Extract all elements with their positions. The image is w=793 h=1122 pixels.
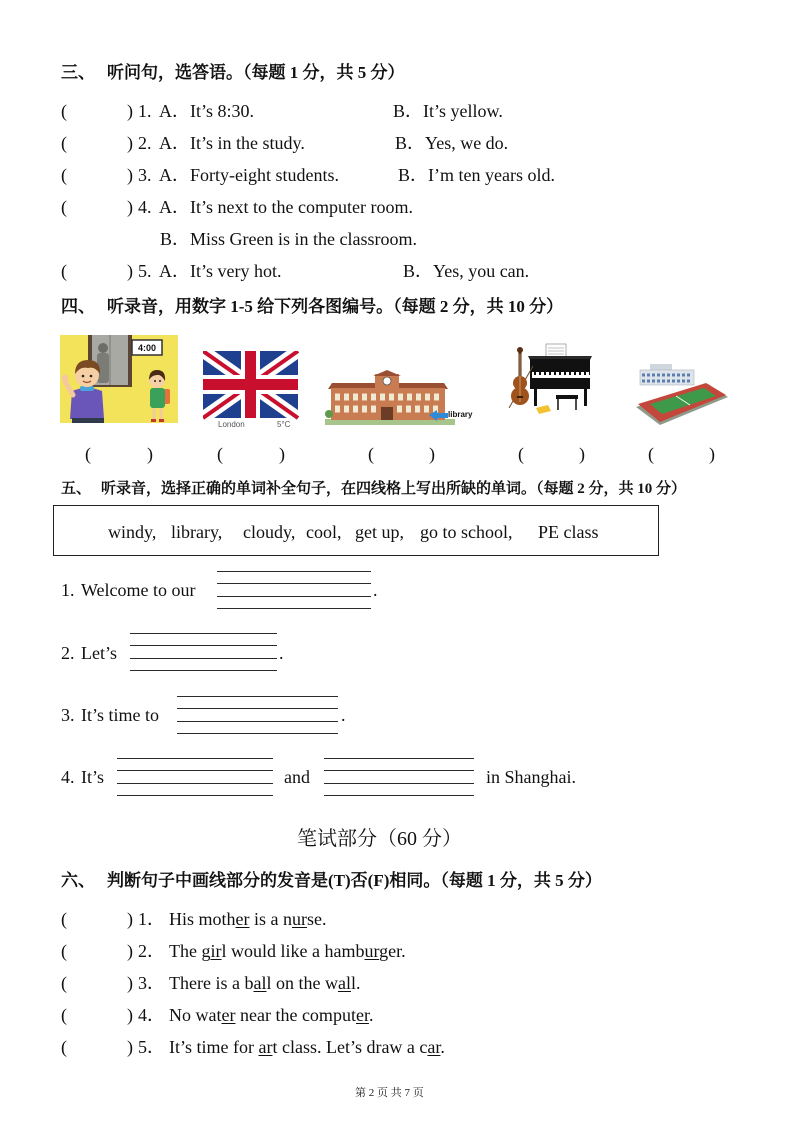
section-instruction: 听录音，选择正确的单词补全句子，在四线格上写出所缺的单词。（每题 2 分，共 10 分） <box>101 481 687 497</box>
answer-bracket-open: ( <box>61 941 67 961</box>
page-indicator: 第 2 页 共 7 页 <box>355 1087 424 1099</box>
pronunciation-question <box>0 1036 793 1058</box>
question-row <box>0 100 793 122</box>
underlined-letters: er <box>221 1005 236 1025</box>
answer-bracket-close: ) <box>709 444 715 464</box>
sentence-text: is a n <box>249 909 292 929</box>
tree <box>325 410 333 418</box>
option-a: A．It’s next to the computer room. <box>159 197 413 217</box>
written-part-title-row <box>0 826 793 852</box>
underlined-letters: ar <box>258 1037 273 1057</box>
question-row <box>0 196 793 218</box>
page-title: 笔试部分（60 分） <box>297 828 462 850</box>
sentence-text: . <box>373 580 378 600</box>
question-number: 3． <box>138 973 165 993</box>
word-bank-word: library, <box>171 522 223 542</box>
answer-bracket-close: ) <box>127 197 133 217</box>
underlined-letters: er <box>355 1005 369 1025</box>
answer-bracket-open: ( <box>61 101 67 121</box>
sentence <box>169 972 360 994</box>
answer-bracket-open: ( <box>85 444 91 464</box>
underlined-letters: er <box>235 909 250 929</box>
sentence-text: and <box>284 767 310 787</box>
school-building <box>328 370 448 420</box>
sentence-text: The g <box>169 941 211 961</box>
sentence-text: His moth <box>169 909 236 929</box>
option-a: A．It’s very hot. <box>159 261 282 281</box>
sentence-text: . <box>440 1037 445 1057</box>
picture-time-scene <box>60 335 178 423</box>
underlined-letters: ur <box>364 941 380 961</box>
sheet-music <box>546 344 566 358</box>
sentence-text: l would like a hamb <box>221 941 365 961</box>
school-building <box>640 364 694 385</box>
answer-bracket-close: ) <box>127 909 133 929</box>
sentence-text: . <box>341 705 346 725</box>
pronunciation-question <box>0 940 793 962</box>
picture-music-room <box>506 338 594 418</box>
option-b: B．Yes, you can. <box>403 261 530 281</box>
option-a: A．Forty-eight students. <box>159 165 339 185</box>
section-3-heading <box>0 62 793 84</box>
answer-bracket-open: ( <box>61 909 67 929</box>
sentence-text: se. <box>307 909 327 929</box>
question-row <box>0 164 793 186</box>
answer-bracket-close: ) <box>127 101 133 121</box>
underlined-letters: ar <box>427 1037 441 1057</box>
picture-playground <box>636 360 728 426</box>
sentence <box>169 908 327 930</box>
underlined-letters: al <box>337 973 351 993</box>
sentence-text: near the comput <box>235 1005 356 1025</box>
sentence <box>169 1036 445 1058</box>
answer-bracket-open: ( <box>61 133 67 153</box>
answer-bracket-close: ) <box>147 444 153 464</box>
sentence-text: . <box>279 643 284 663</box>
wall-clock <box>132 340 162 355</box>
underlined-letters: ir <box>210 941 222 961</box>
picture-school-library <box>325 370 475 426</box>
question-number: 3. <box>61 705 75 725</box>
underlined-letters: al <box>253 973 267 993</box>
four-line-writing-grid <box>177 696 338 734</box>
paper-on-floor <box>536 405 551 414</box>
option-b: B．It’s yellow. <box>393 101 503 121</box>
sentence-text: It’s time to <box>81 705 159 725</box>
sentence-text: l. <box>350 973 361 993</box>
sentence-text: No wat <box>169 1005 222 1025</box>
word-bank-word: PE class <box>538 522 599 542</box>
section-number: 四、 <box>61 297 95 316</box>
option-b: B．Miss Green is in the classroom. <box>160 229 417 249</box>
answer-bracket-close: ) <box>127 1037 133 1057</box>
question-number: 4. <box>138 197 152 217</box>
question-number: 4． <box>138 1005 165 1025</box>
answer-bracket-open: ( <box>648 444 654 464</box>
pronunciation-question <box>0 972 793 994</box>
answer-bracket-close: ) <box>127 261 133 281</box>
word-bank-word: windy, <box>108 522 157 542</box>
answer-bracket-close: ) <box>127 1005 133 1025</box>
underlined-letters: ur <box>292 909 307 929</box>
answer-bracket-open: ( <box>61 261 67 281</box>
piano-bench <box>556 395 578 410</box>
sentence-text: It’s <box>81 767 105 787</box>
section-4-heading <box>0 296 793 318</box>
question-number: 2. <box>138 133 152 153</box>
answer-bracket-close: ) <box>127 941 133 961</box>
clock-time: 4:00 <box>137 343 157 353</box>
question-number: 1. <box>138 101 152 121</box>
four-line-writing-grid <box>117 758 273 796</box>
question-number: 4. <box>61 767 75 787</box>
answer-bracket-close: ) <box>279 444 285 464</box>
arrow-label: library <box>448 410 473 419</box>
section-number: 三、 <box>61 63 95 82</box>
sentence <box>169 1004 373 1026</box>
answer-bracket-close: ) <box>127 973 133 993</box>
pronunciation-question <box>0 908 793 930</box>
answer-bracket-open: ( <box>61 973 67 993</box>
sentence-text: ger. <box>379 941 406 961</box>
answer-bracket-open: ( <box>217 444 223 464</box>
four-line-writing-grid <box>324 758 474 796</box>
section-6-heading <box>0 870 793 892</box>
question-number: 1． <box>138 909 165 929</box>
option-b: B．I’m ten years old. <box>398 165 555 185</box>
section-instruction: 听问句，选答语。（每题 1 分，共 5 分） <box>107 63 405 82</box>
word-bank-word: get up, <box>355 522 404 542</box>
fill-in-sentence <box>0 642 793 664</box>
section-number: 五、 <box>61 481 92 497</box>
answer-bracket-close: ) <box>127 165 133 185</box>
sentence-text: Welcome to our <box>81 580 196 600</box>
fill-in-sentence <box>0 704 793 726</box>
answer-bracket-open: ( <box>61 197 67 217</box>
section-5-heading <box>0 479 793 499</box>
sentence-text: . <box>368 1005 374 1025</box>
page-footer <box>0 1086 793 1100</box>
answer-bracket-open: ( <box>61 1037 67 1057</box>
section-number: 六、 <box>61 871 95 890</box>
fill-in-sentence <box>0 579 793 601</box>
option-b: B．Yes, we do. <box>395 133 509 153</box>
option-a: A．It’s 8:30. <box>159 101 255 121</box>
picture-uk-flag <box>203 351 299 431</box>
sentence-text: There is a b <box>169 973 254 993</box>
answer-bracket-open: ( <box>61 1005 67 1025</box>
word-bank-word: cool, <box>306 522 342 542</box>
four-line-writing-grid <box>217 571 371 609</box>
answer-bracket-close: ) <box>579 444 585 464</box>
answer-bracket-open: ( <box>518 444 524 464</box>
question-number: 5. <box>138 261 152 281</box>
question-number: 2. <box>61 643 75 663</box>
sentence-text: t class. Let’s draw a c <box>272 1037 428 1057</box>
pronunciation-question <box>0 1004 793 1026</box>
sentence-text: in Shanghai. <box>486 767 576 787</box>
sentence <box>169 940 406 962</box>
sentence-text: Let’s <box>81 643 117 663</box>
question-row-continued <box>0 228 793 250</box>
word-bank-word: cloudy, <box>243 522 296 542</box>
section-instruction: 判断句子中画线部分的发音是(T)否(F)相同。（每题 1 分，共 5 分） <box>107 871 602 890</box>
word-bank <box>0 521 793 543</box>
word-bank-word: go to school, <box>420 522 513 542</box>
question-row <box>0 260 793 282</box>
section-instruction: 听录音，用数字 1-5 给下列各图编号。（每题 2 分，共 10 分） <box>107 297 564 316</box>
option-a: A．It’s in the study. <box>159 133 305 153</box>
flag-city-label: London <box>218 420 245 429</box>
answer-bracket-close: ) <box>429 444 435 464</box>
answer-bracket-open: ( <box>368 444 374 464</box>
flag-temperature-label: 5°C <box>277 420 291 429</box>
four-line-writing-grid <box>130 633 277 671</box>
question-number: 5． <box>138 1037 165 1057</box>
question-number: 3. <box>138 165 152 185</box>
question-number: 1. <box>61 580 75 600</box>
question-number: 2． <box>138 941 165 961</box>
answer-bracket-open: ( <box>61 165 67 185</box>
sentence-text: l on the w <box>266 973 338 993</box>
answer-bracket-close: ) <box>127 133 133 153</box>
question-row <box>0 132 793 154</box>
union-jack-flag <box>203 351 298 418</box>
picture-answer-brackets <box>0 443 793 465</box>
sentence-text: It’s time for <box>169 1037 259 1057</box>
